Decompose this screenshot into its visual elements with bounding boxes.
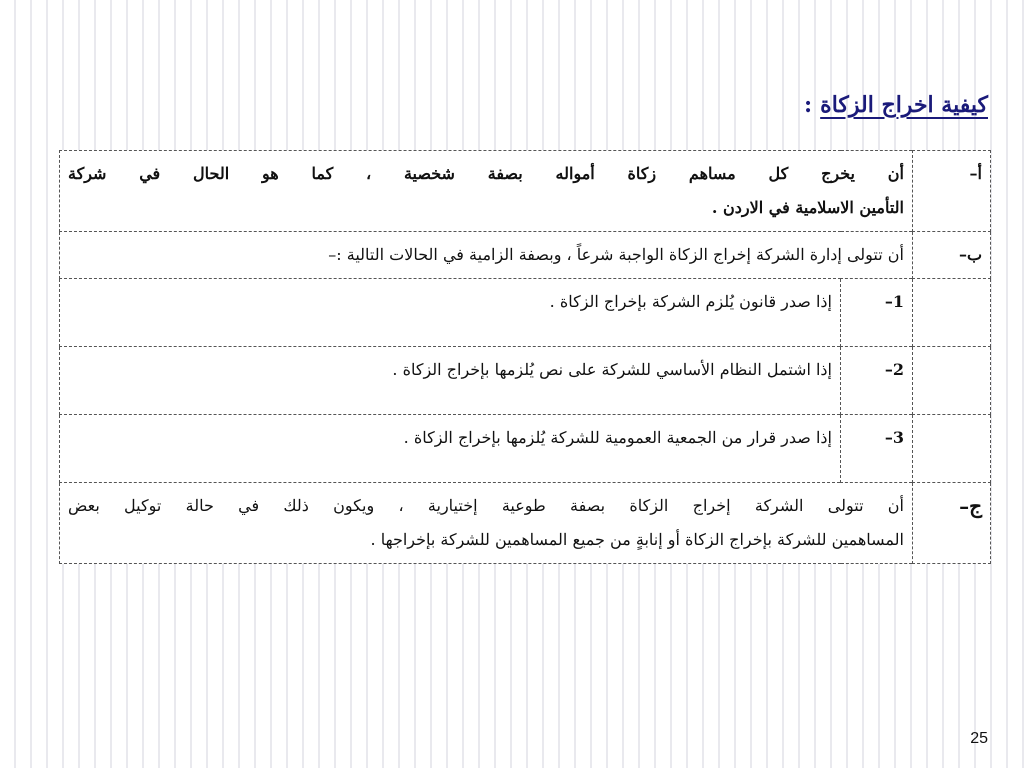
row-3-number: 3– [841, 415, 913, 483]
row-3-empty-cell [913, 415, 991, 483]
slide-title [804, 92, 988, 118]
row-3-text: إذا صدر قرار من الجمعية العمومية للشركة يُلزمها بإخراج الزكاة . [60, 415, 841, 483]
row-c-text [60, 483, 913, 564]
table-row-2 [60, 347, 991, 415]
row-a-line1: أن يخرج كل مساهم زكاة أمواله بصفة شخصية ، كما هو الحال في شركة [68, 164, 904, 183]
row-1-empty-cell [913, 279, 991, 347]
row-1-number: 1– [841, 279, 913, 347]
page-number: 25 [970, 730, 988, 747]
row-c-letter: ج– [913, 483, 991, 564]
table-row-c [60, 483, 991, 564]
row-2-text: إذا اشتمل النظام الأساسي للشركة على نص يُلزمها بإخراج الزكاة . [60, 347, 841, 415]
table-row-3 [60, 415, 991, 483]
table-row-b [60, 232, 991, 279]
slide-title-text: كيفية اخراج الزكاة [820, 92, 988, 118]
table-row-1 [60, 279, 991, 347]
row-b-text: أن تتولى إدارة الشركة إخراج الزكاة الواجبة شرعاً ، وبصفة الزامية في الحالات التالية :– [60, 232, 913, 279]
table-row-a [60, 151, 991, 232]
row-2-empty-cell [913, 347, 991, 415]
row-a-line2: التأمين الاسلامية في الاردن . [711, 198, 904, 217]
row-b-letter: ب– [913, 232, 991, 279]
row-a-text [60, 151, 913, 232]
row-c-line1: أن تتولى الشركة إخراج الزكاة بصفة طوعية إختيارية ، ويكون ذلك في حالة توكيل بعض [68, 496, 904, 515]
slide-title-colon: : [804, 92, 813, 118]
row-1-text: إذا صدر قانون يُلزم الشركة بإخراج الزكاة . [60, 279, 841, 347]
row-c-line2: المساهمين للشركة بإخراج الزكاة أو إنابةٍ من جميع المساهمين للشركة بإخراجها . [370, 530, 904, 549]
zakat-table [59, 150, 991, 564]
row-a-letter: أ– [913, 151, 991, 232]
row-2-number: 2– [841, 347, 913, 415]
